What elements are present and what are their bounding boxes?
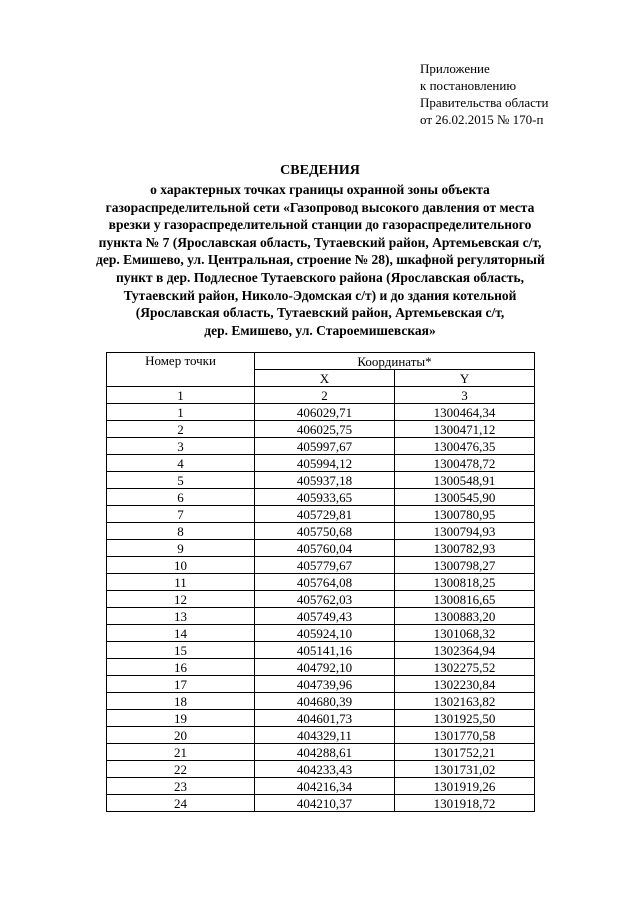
coord-x: 404210,37 [255, 795, 395, 812]
header-y: Y [395, 370, 535, 387]
point-number: 23 [107, 778, 255, 795]
coord-x: 404329,11 [255, 727, 395, 744]
coord-y: 1300476,35 [395, 438, 535, 455]
appendix-header [420, 60, 549, 128]
coord-y: 1300883,20 [395, 608, 535, 625]
coord-x: 405994,12 [255, 455, 395, 472]
table-row [107, 472, 535, 489]
coord-y: 1301918,72 [395, 795, 535, 812]
point-number: 18 [107, 693, 255, 710]
coord-x: 405762,03 [255, 591, 395, 608]
coord-x: 404792,10 [255, 659, 395, 676]
subtitle-line: дер. Емишево, ул. Староемишевская» [204, 322, 436, 338]
column-index: 3 [395, 387, 535, 404]
coord-y: 1301925,50 [395, 710, 535, 727]
table-row [107, 642, 535, 659]
coord-x: 405779,67 [255, 557, 395, 574]
document-title: СВЕДЕНИЯ [280, 163, 360, 178]
coord-x: 405924,10 [255, 625, 395, 642]
point-number: 10 [107, 557, 255, 574]
coord-x: 404680,39 [255, 693, 395, 710]
coord-y: 1300545,90 [395, 489, 535, 506]
header-x: X [255, 370, 395, 387]
table-row [107, 676, 535, 693]
coord-y: 1300794,93 [395, 523, 535, 540]
point-number: 20 [107, 727, 255, 744]
coord-y: 1300471,12 [395, 421, 535, 438]
coord-y: 1302364,94 [395, 642, 535, 659]
coord-x: 405937,18 [255, 472, 395, 489]
appendix-line: от 26.02.2015 № 170-п [420, 112, 544, 127]
subtitle-line: дер. Емишево, ул. Центральная, строение № 28), шкафной регуляторный [96, 252, 545, 268]
coord-y: 1302230,84 [395, 676, 535, 693]
coord-x: 406029,71 [255, 404, 395, 421]
point-number: 16 [107, 659, 255, 676]
column-index: 2 [255, 387, 395, 404]
table-row [107, 438, 535, 455]
coord-y: 1300548,91 [395, 472, 535, 489]
table-row [107, 727, 535, 744]
column-index-row [107, 387, 535, 404]
subtitle-line: газораспределительной сети «Газопровод высокого давления от места [105, 199, 535, 215]
point-number: 22 [107, 761, 255, 778]
coord-x: 405141,16 [255, 642, 395, 659]
table-row [107, 693, 535, 710]
coord-y: 1301752,21 [395, 744, 535, 761]
table-row [107, 710, 535, 727]
point-number: 13 [107, 608, 255, 625]
point-number: 19 [107, 710, 255, 727]
table-row [107, 540, 535, 557]
table-row [107, 489, 535, 506]
point-number: 12 [107, 591, 255, 608]
subtitle-line: Тутаевский район, Николо-Эдомская с/т) и до здания котельной [123, 287, 517, 303]
coord-y: 1300478,72 [395, 455, 535, 472]
subtitle-line: о характерных точках границы охранной зоны объекта [150, 182, 490, 197]
subtitle-line: (Ярославская область, Тутаевский район, Артемьевская с/т, [135, 305, 505, 321]
point-number: 8 [107, 523, 255, 540]
point-number: 5 [107, 472, 255, 489]
table-row [107, 659, 535, 676]
coord-y: 1301068,32 [395, 625, 535, 642]
coord-x: 405750,68 [255, 523, 395, 540]
coord-y: 1300464,34 [395, 404, 535, 421]
coordinates-table [106, 352, 535, 812]
coord-x: 406025,75 [255, 421, 395, 438]
header-coordinates: Координаты* [255, 353, 535, 370]
table-row [107, 608, 535, 625]
coord-y: 1300816,65 [395, 591, 535, 608]
point-number: 7 [107, 506, 255, 523]
coord-x: 405749,43 [255, 608, 395, 625]
table-row [107, 795, 535, 812]
header-point-number: Номер точки [107, 353, 255, 387]
point-number: 15 [107, 642, 255, 659]
coord-y: 1301919,26 [395, 778, 535, 795]
table-row [107, 506, 535, 523]
table-row [107, 778, 535, 795]
appendix-line: Правительства области [420, 95, 549, 110]
coord-y: 1302163,82 [395, 693, 535, 710]
appendix-line: к постановлению [420, 78, 517, 93]
coord-x: 404739,96 [255, 676, 395, 693]
table-row [107, 761, 535, 778]
coord-y: 1300798,27 [395, 557, 535, 574]
coord-x: 405997,67 [255, 438, 395, 455]
column-index: 1 [107, 387, 255, 404]
point-number: 17 [107, 676, 255, 693]
point-number: 11 [107, 574, 255, 591]
point-number: 14 [107, 625, 255, 642]
coord-x: 405760,04 [255, 540, 395, 557]
table-row [107, 625, 535, 642]
coord-y: 1302275,52 [395, 659, 535, 676]
table-row [107, 591, 535, 608]
coord-x: 404216,34 [255, 778, 395, 795]
document-subtitle [96, 181, 544, 339]
point-number: 24 [107, 795, 255, 812]
table-row [107, 455, 535, 472]
coord-x: 404233,43 [255, 761, 395, 778]
coord-y: 1301770,58 [395, 727, 535, 744]
coord-y: 1300782,93 [395, 540, 535, 557]
point-number: 1 [107, 404, 255, 421]
table-row [107, 404, 535, 421]
coord-y: 1301731,02 [395, 761, 535, 778]
coord-y: 1300780,95 [395, 506, 535, 523]
coord-x: 405729,81 [255, 506, 395, 523]
point-number: 9 [107, 540, 255, 557]
coord-x: 404601,73 [255, 710, 395, 727]
point-number: 4 [107, 455, 255, 472]
appendix-line: Приложение [420, 61, 490, 76]
point-number: 2 [107, 421, 255, 438]
subtitle-line: врезки у газораспределительной станции до газораспределительного [108, 217, 532, 233]
table-row [107, 744, 535, 761]
subtitle-line: пункта № 7 (Ярославская область, Тутаевский район, Артемьевская с/т, [98, 234, 542, 250]
coord-y: 1300818,25 [395, 574, 535, 591]
table-row [107, 574, 535, 591]
table-row [107, 557, 535, 574]
point-number: 21 [107, 744, 255, 761]
coord-x: 405933,65 [255, 489, 395, 506]
point-number: 3 [107, 438, 255, 455]
coord-x: 405764,08 [255, 574, 395, 591]
coord-x: 404288,61 [255, 744, 395, 761]
point-number: 6 [107, 489, 255, 506]
table-row [107, 421, 535, 438]
table-row [107, 523, 535, 540]
subtitle-line: пункт в дер. Подлесное Тутаевского района (Ярославская область, [115, 269, 525, 285]
